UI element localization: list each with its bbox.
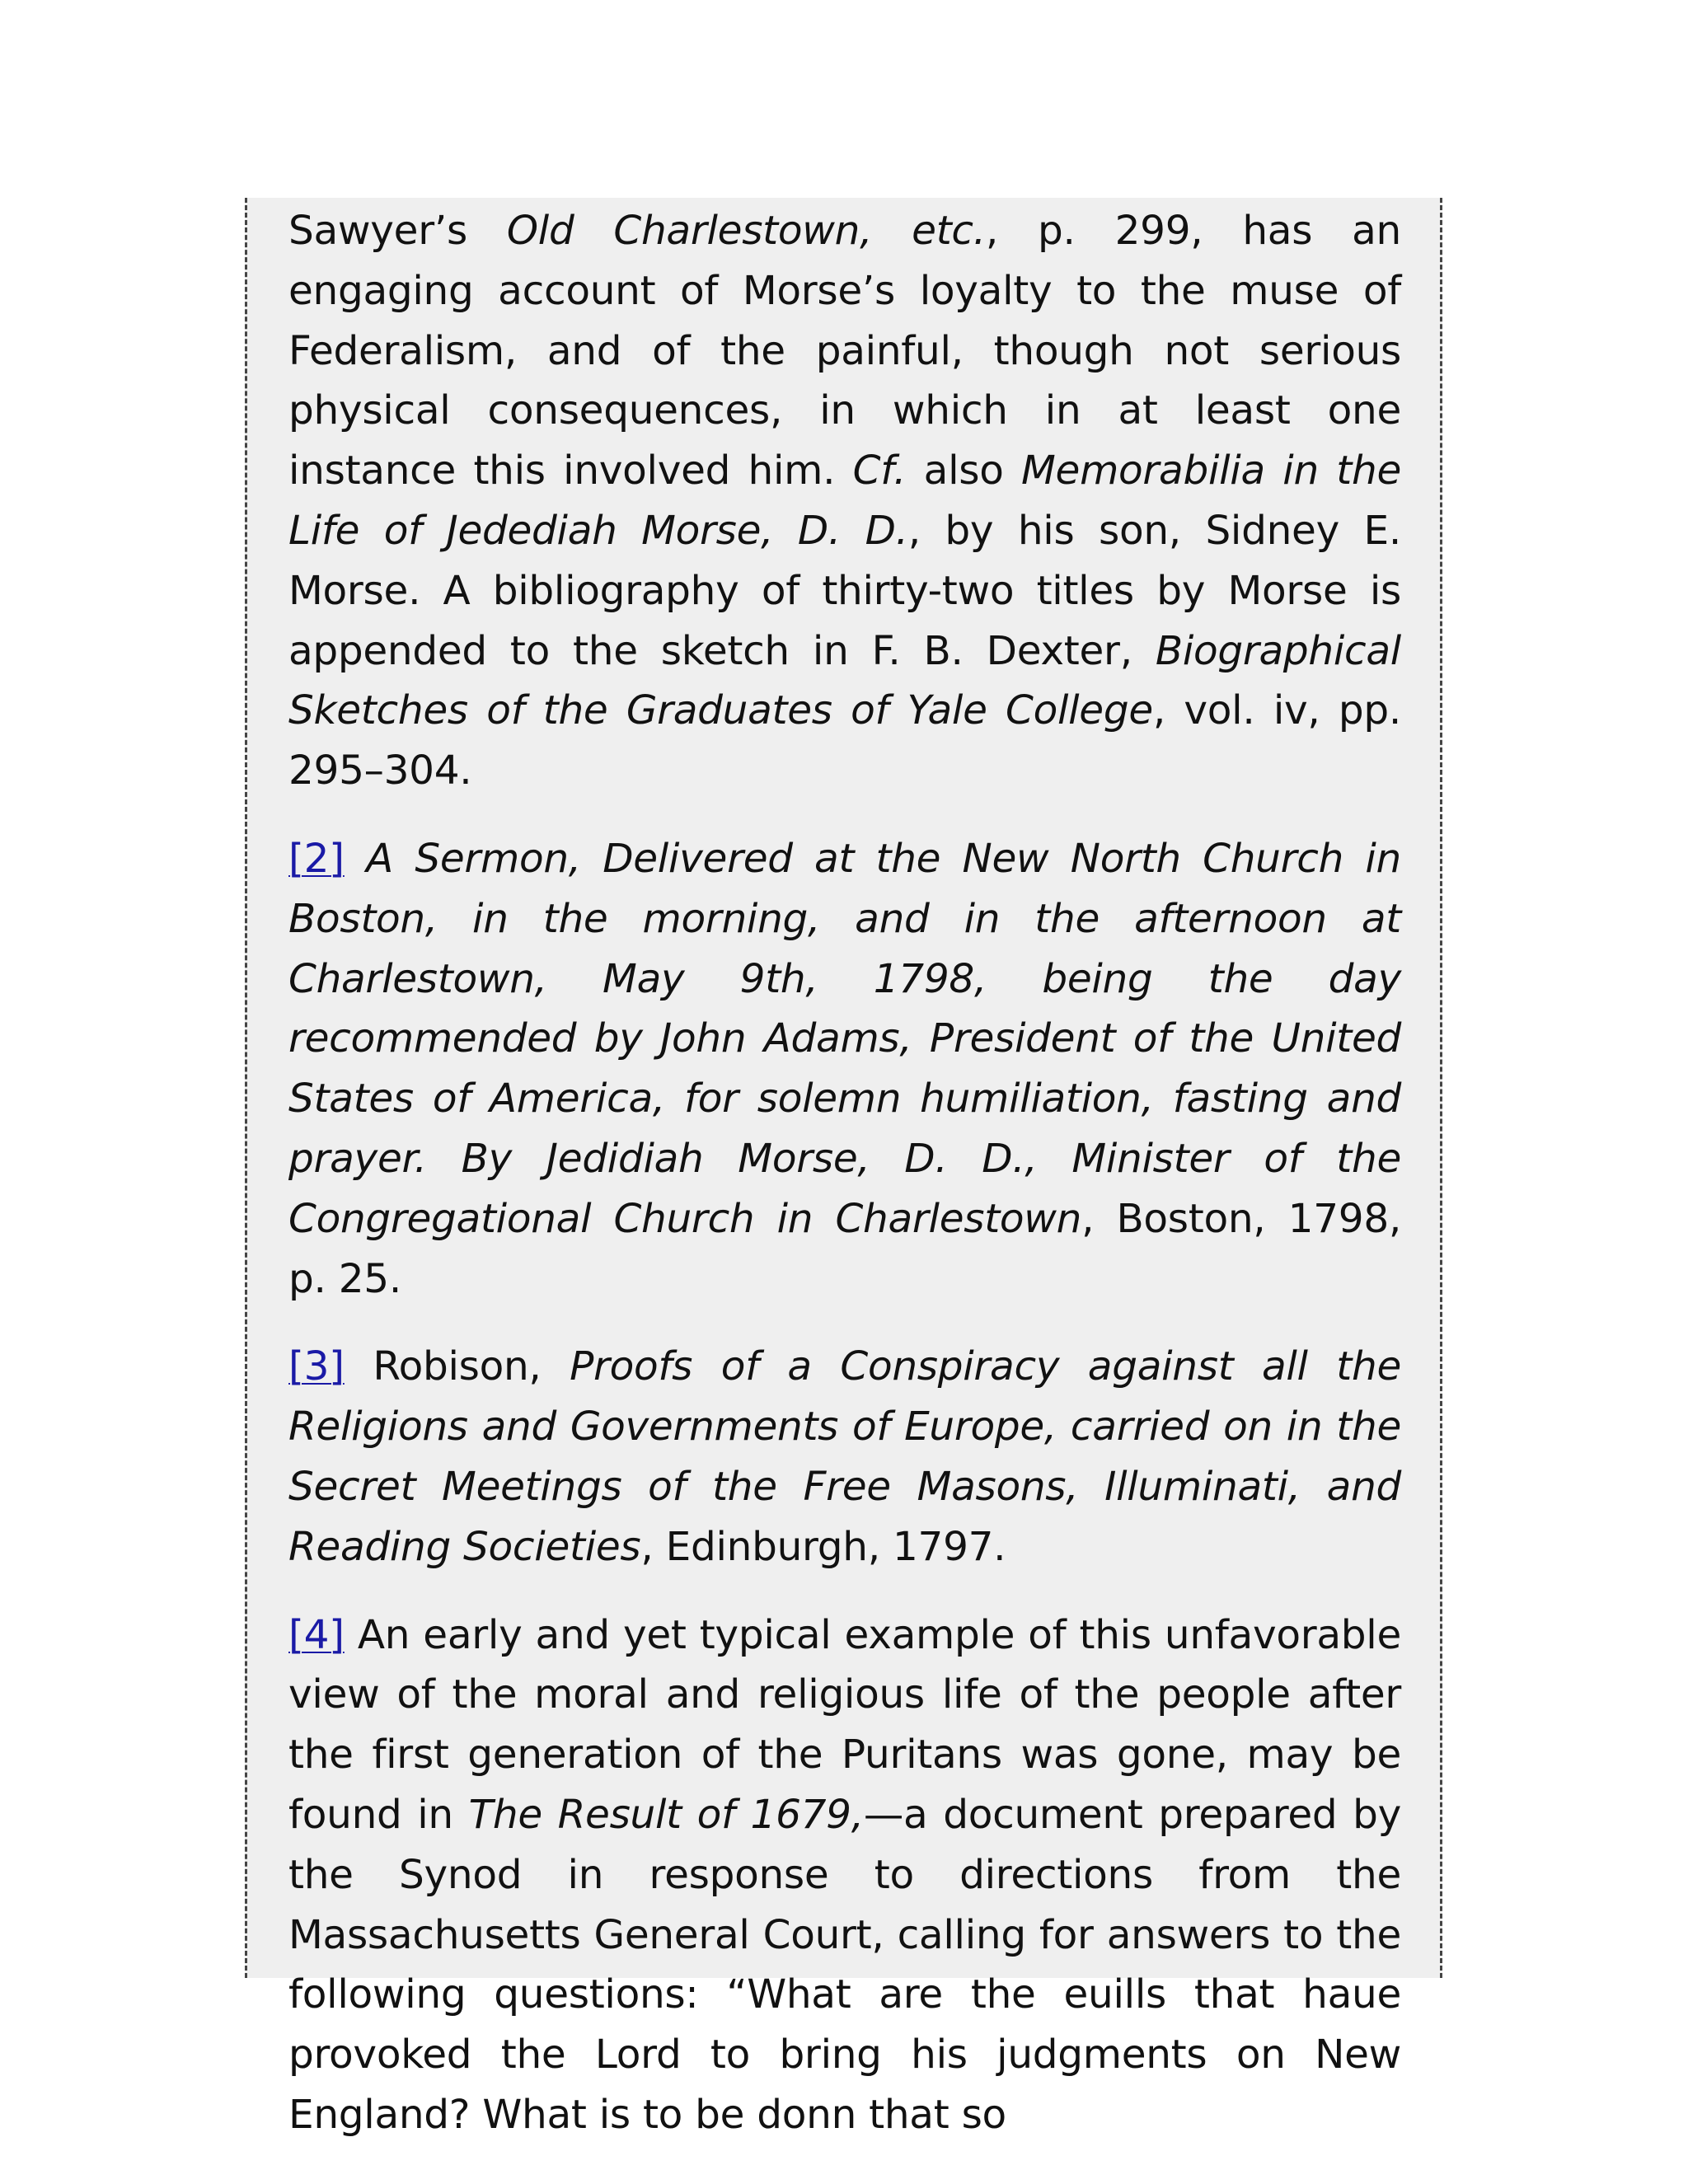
- footnote-1: [288, 201, 1401, 801]
- footnote-3-text-0: Robison,: [344, 1343, 570, 1390]
- footnote-1-text-4: , vol. iv, pp. 295–304.: [288, 687, 1401, 794]
- footnote-panel: [245, 198, 1442, 2138]
- footnote-2-text-1: , Boston, 1798, p. 25.: [288, 1195, 1402, 1302]
- footnote-1-title-old-charlestown: Old Charlestown, etc.: [506, 208, 986, 254]
- footnote-4: [288, 1605, 1401, 2145]
- footnote-4-title-result-of-1679: The Result of 1679,: [468, 1791, 864, 1838]
- footnote-3: [288, 1337, 1401, 1577]
- footnote-1-text-3: , by his son, Sidney E. Morse. A bibliography of thirty-two titles by Morse is appended to the sketch in F. B. Dexter,: [288, 507, 1401, 674]
- footnote-1-title-biographical-sketches: Biographical Sketches of the Graduates of Yale College: [288, 627, 1401, 734]
- footnote-2: [288, 829, 1401, 1309]
- footnote-2-text-0: [345, 836, 366, 882]
- footnote-4-text-1: —a document prepared by the Synod in response to directions from the Massachusetts General Court, calling for answers to the following questions: “What are the euills that haue provoked the Lord to bring his judgments on New England? What is to be donn that so: [288, 1791, 1401, 2138]
- footnote-3-title-proofs-of-a-conspiracy: Proofs of a Conspiracy against all the Religions and Governments of Europe, carried on in the Secret Meetings of the Free Masons, Illuminati, and Reading Societies: [288, 1343, 1401, 1570]
- footnote-ref-link-3[interactable]: [3]: [288, 1343, 345, 1390]
- footnote-3-text-1: , Edinburgh, 1797.: [640, 1523, 1006, 1570]
- footnote-ref-link-4[interactable]: [4]: [288, 1611, 345, 1658]
- footnote-1-title-memorabilia: Memorabilia in the Life of Jedediah Morse, D. D.: [288, 448, 1402, 554]
- footnote-1-text-1: , p. 299, has an engaging account of Morse’s loyalty to the muse of Federalism, and of the painful, though not serious physical consequences, in which in at least one instance this involved him.: [288, 208, 1401, 494]
- footnote-ref-link-2[interactable]: [2]: [288, 835, 345, 882]
- footnote-1-cf: Cf.: [852, 448, 907, 494]
- footnote-4-text-0: An early and yet typical example of this unfavorable view of the moral and religious life of the people after the first generation of the Puritans was gone, may be found in: [288, 1611, 1401, 1838]
- footnote-1-text-0: Sawyer’s: [288, 208, 507, 254]
- footnote-2-title-sermon: A Sermon, Delivered at the New North Church in Boston, in the morning, and in the afternoon at Charlestown, May 9th, 1798, being the day recommended by John Adams, President of the United States of America, for solemn humiliation, fasting and prayer. By Jedidiah Morse, D. D., Minister of the Congregational Church in Charlestown: [288, 835, 1401, 1242]
- footnote-1-text-2: also: [906, 448, 1021, 494]
